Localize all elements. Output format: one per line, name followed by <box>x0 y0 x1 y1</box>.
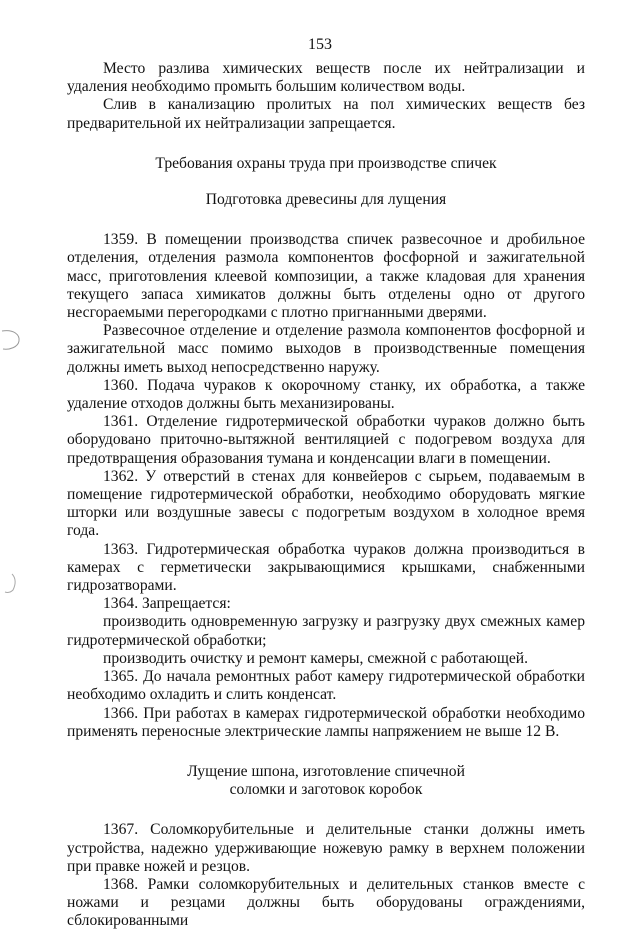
punch-hole-mark-upper <box>0 325 30 355</box>
paragraph: 1364. Запрещается: <box>103 595 231 613</box>
paragraph: 1363. Гидротермическая обработка чураков должна производиться в камерах с герметически закрывающимися крышками, снабженными гидрозатворами. <box>67 540 585 595</box>
paragraph: Место разлива химических веществ после их нейтрализации и удаления необходимо промыть большим количеством воды. <box>67 60 585 96</box>
paragraph: 1367. Соломкорубительные и делительные станки должны иметь устройства, надежно удерживающие ножевую рамку в верхнем положении при правке ножей и резцов. <box>67 821 585 875</box>
paragraph: 1360. Подача чураков к окорочному станку, их обработка, а также удаление отходов должны быть механизированы. <box>67 376 585 413</box>
section-heading: Подготовка древесины для лущения <box>205 191 447 209</box>
paragraph: 1368. Рамки соломкорубительных и делительных станков вместе с ножами и резцами должны быть оборудованы ограждениями, сблокированными <box>67 875 585 930</box>
spacer <box>67 799 585 821</box>
spacer <box>67 133 585 155</box>
paragraph: Развесочное отделение и отделение размола компонентов фосфорной и зажигательной масс помимо выходов в производственные помещения должны иметь выход непосредственно наружу. <box>67 322 585 376</box>
paragraph: 1365. До начала ремонтных работ камеру гидротермической обработки необходимо охладить и слить конденсат. <box>67 668 585 704</box>
paragraph: 1366. При работах в камерах гидротермической обработки необходимо применять переносные электрические лампы напряжением не выше 12 В. <box>67 704 585 740</box>
paragraph: производить одновременную загрузку и разгрузку двух смежных камер гидротермической обработки; <box>67 613 585 649</box>
page-number: 153 <box>308 36 332 53</box>
paragraph: Слив в канализацию пролитых на пол химических веществ без предварительной их нейтрализации запрещается. <box>67 96 585 132</box>
paragraph: 1362. У отверстий в стенах для конвейеров с сырьем, подаваемым в помещение гидротермической обработки, необходимо оборудовать мягкие шторки или воздушные завесы с подогретым воздухом в холодное время года. <box>67 467 585 540</box>
spacer <box>67 209 585 231</box>
document-body <box>67 60 585 931</box>
paragraph: производить очистку и ремонт камеры, смежной с работающей. <box>103 649 529 667</box>
paragraph: 1361. Отделение гидротермической обработки чураков должно быть оборудовано приточно-вытяжной вентиляцией с подогревом воздуха для предотвращения образования тумана и конденсации влаги в помещении. <box>67 413 585 467</box>
section-heading: Лущение шпона, изготовление спичечной <box>187 762 465 780</box>
section-heading: Требования охраны труда при производстве спичек <box>155 154 497 172</box>
punch-hole-mark-lower <box>0 568 30 598</box>
section-heading: соломки и заготовок коробок <box>229 781 423 799</box>
spacer <box>67 173 585 191</box>
spacer <box>67 741 585 763</box>
paragraph: 1359. В помещении производства спичек развесочное и дробильное отделения, отделения размола компонентов фосфорной и зажигательной масс, приготовления клеевой композиции, а также кладовая для хранения текущего запаса химикатов должны быть отделены одно от другого несгораемыми перегородками с плотно пригнанными дверями. <box>67 231 585 322</box>
